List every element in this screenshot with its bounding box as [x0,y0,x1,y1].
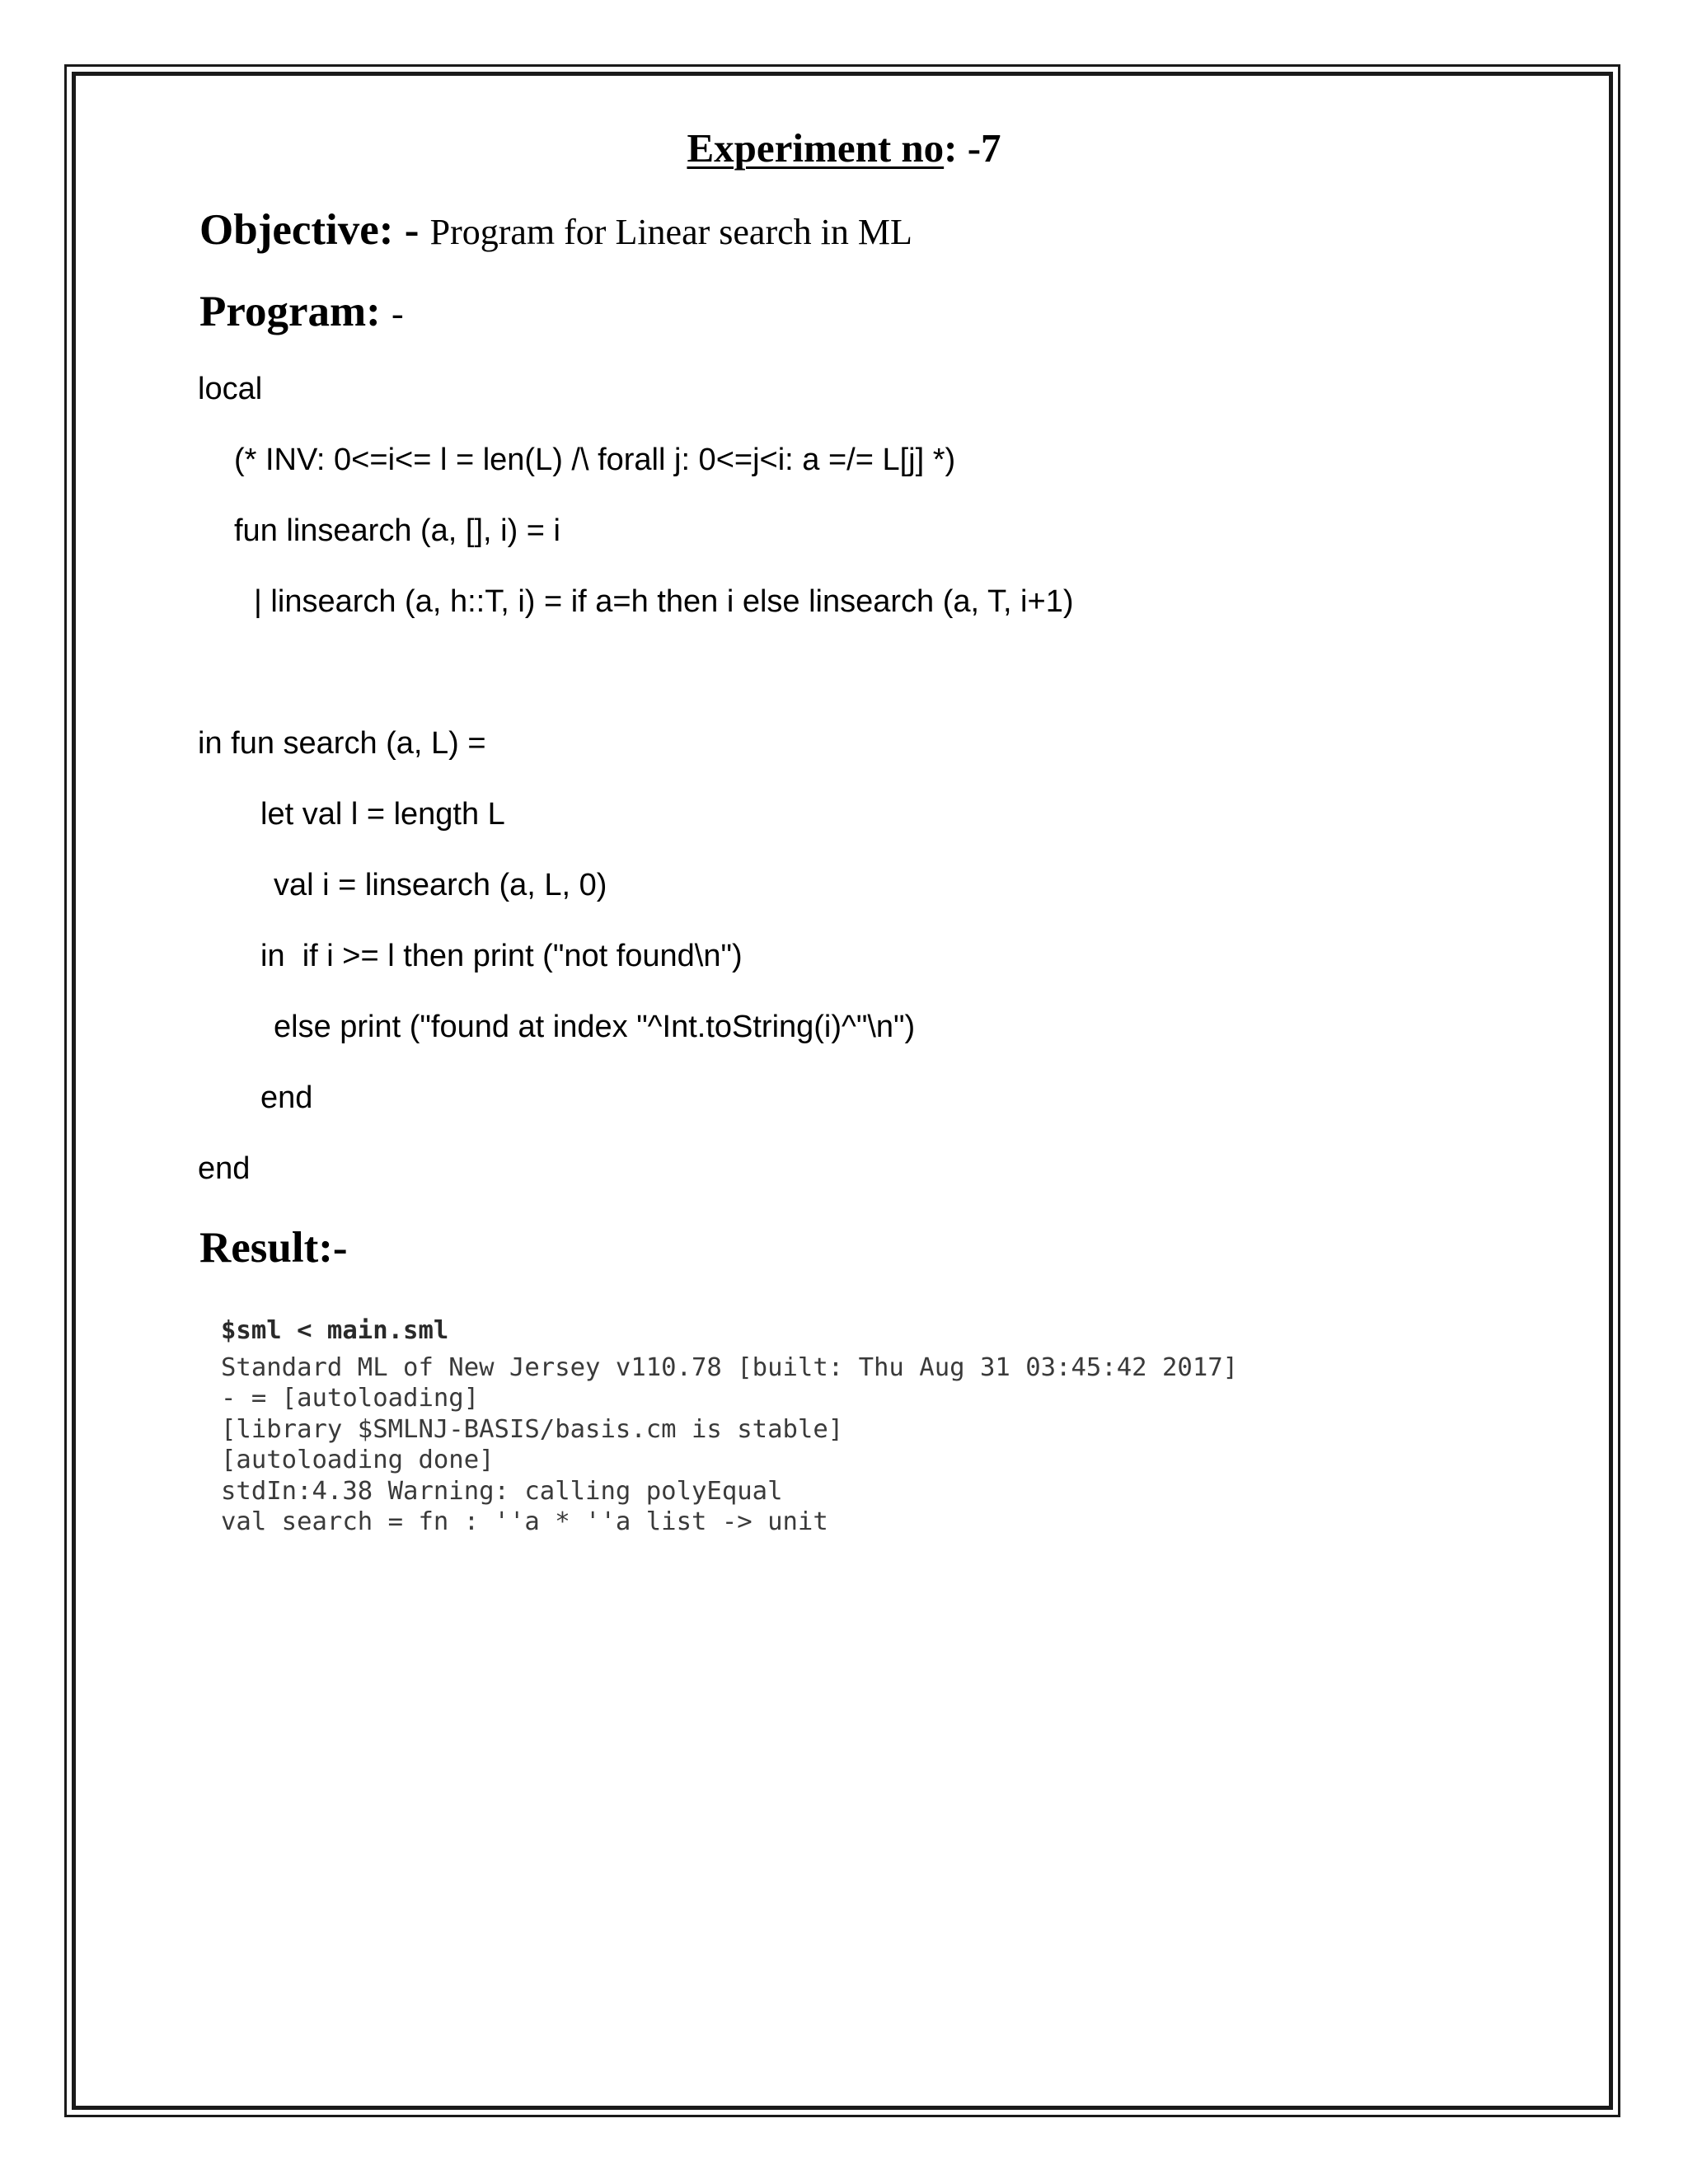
console-command: $sml < main.sml [221,1316,449,1345]
code-line: in fun search (a, L) = [198,726,486,761]
result-label: Result:- [199,1224,348,1272]
console-output [221,1315,1540,1538]
code-line: (* INV: 0<=i<= l = len(L) /\ forall j: 0<=j<i: a =/= L[j] *) [234,443,956,477]
title-suffix: : -7 [944,125,1001,171]
result-heading [199,1223,348,1283]
console-line: val search = fn : ''a * ''a list -> unit [221,1507,828,1536]
objective-label: Objective: - [199,206,430,254]
console-line: [library $SMLNJ-BASIS/basis.cm is stable] [221,1414,844,1444]
code-line: fun linsearch (a, [], i) = i [234,513,560,548]
code-line: end [260,1080,313,1115]
objective-text: Program for Linear search in ML [429,212,912,252]
console-line: stdIn:4.38 Warning: calling polyEqual [221,1476,783,1506]
code-line: end [198,1151,251,1186]
program-label: Program: [199,288,392,335]
code-line: val i = linsearch (a, L, 0) [274,868,607,902]
code-line: in if i >= l then print ("not found\n") [260,939,743,973]
objective-heading [199,205,912,265]
program-heading [199,287,404,347]
code-line: | linsearch (a, h::T, i) = if a=h then i else linsearch (a, T, i+1) [254,584,1074,619]
console-line: - = [autoloading] [221,1384,480,1413]
program-suffix: - [392,293,404,334]
title-underlined: Experiment no [687,125,945,171]
page-title [0,124,1688,173]
code-line: let val l = length L [260,797,505,832]
console-line: [autoloading done] [221,1446,495,1474]
code-line: local [198,372,263,406]
console-line: Standard ML of New Jersey v110.78 [built: Thu Aug 31 03:45:42 2017] [221,1352,1239,1382]
code-line: else print ("found at index "^Int.toString(i)^"\n") [274,1010,916,1044]
